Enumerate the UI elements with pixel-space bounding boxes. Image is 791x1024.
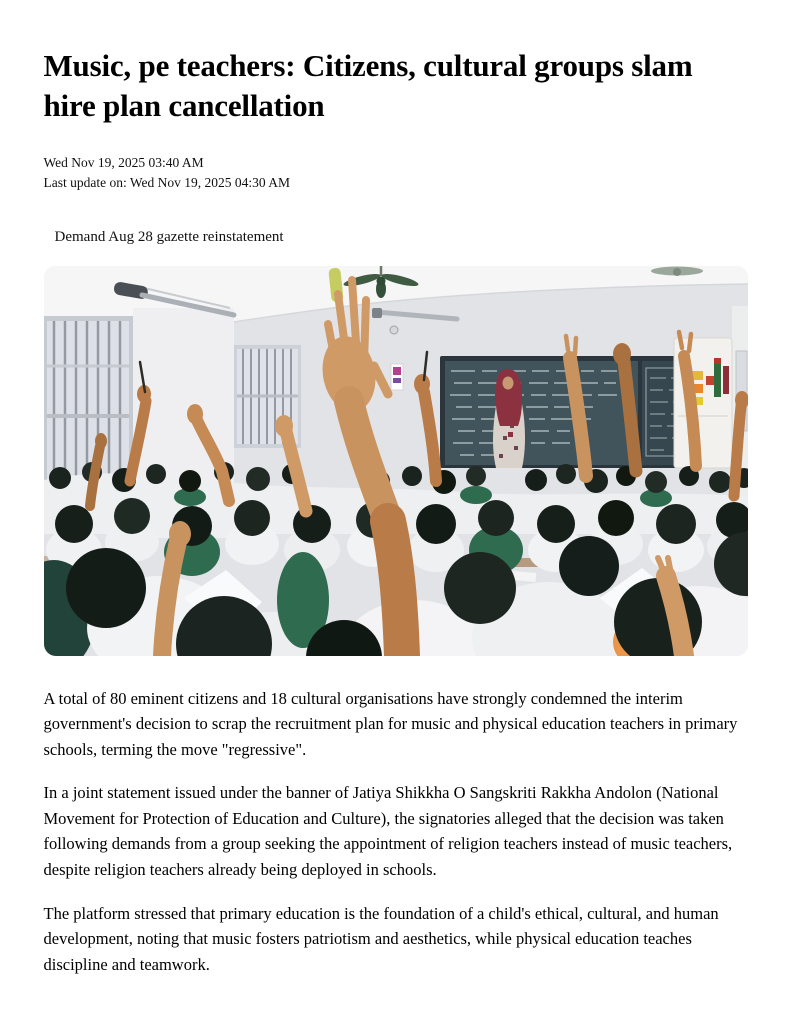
article-paragraph-1: A total of 80 eminent citizens and 18 cultural organisations have strongly condemned the interim government's decision to scrap the recruitment plan for music and physical education teachers in primary schools, terming the move "regressive". xyxy=(43,688,738,759)
article-title: Music, pe teachers: Citizens, cultural groups slam hire plan cancellation xyxy=(43,48,693,124)
article-photo xyxy=(44,266,748,656)
update-date: Last update on: Wed Nov 19, 2025 04:30 AM xyxy=(43,174,291,190)
wall-poster-icon xyxy=(391,364,403,390)
article-kicker: Demand Aug 28 gazette reinstatement xyxy=(54,228,284,245)
teacher-figure xyxy=(493,369,525,468)
classroom-photo-illustration xyxy=(44,266,748,656)
article-page xyxy=(44,0,748,977)
hanging-speaker-icon xyxy=(390,326,398,334)
publish-date: Wed Nov 19, 2025 03:40 AM xyxy=(43,154,204,170)
article-paragraph-2: In a joint statement issued under the banner of Jatiya Shikkha O Sangskriti Rakkha Andolon (National Movement for Protection of Education and Culture), the signatories alleged that the decision was taken following demands from a group seeking the appointment of religion teachers instead of music teachers, despite religion teachers already being deployed in schools. xyxy=(43,783,733,879)
article-meta xyxy=(44,153,748,193)
article-paragraph-3: The platform stressed that primary education is the foundation of a child's ethical, cultural, and human development, noting that music fosters patriotism and aesthetics, while physical education teaches discipline and teamwork. xyxy=(43,903,719,974)
article-body xyxy=(44,686,748,978)
